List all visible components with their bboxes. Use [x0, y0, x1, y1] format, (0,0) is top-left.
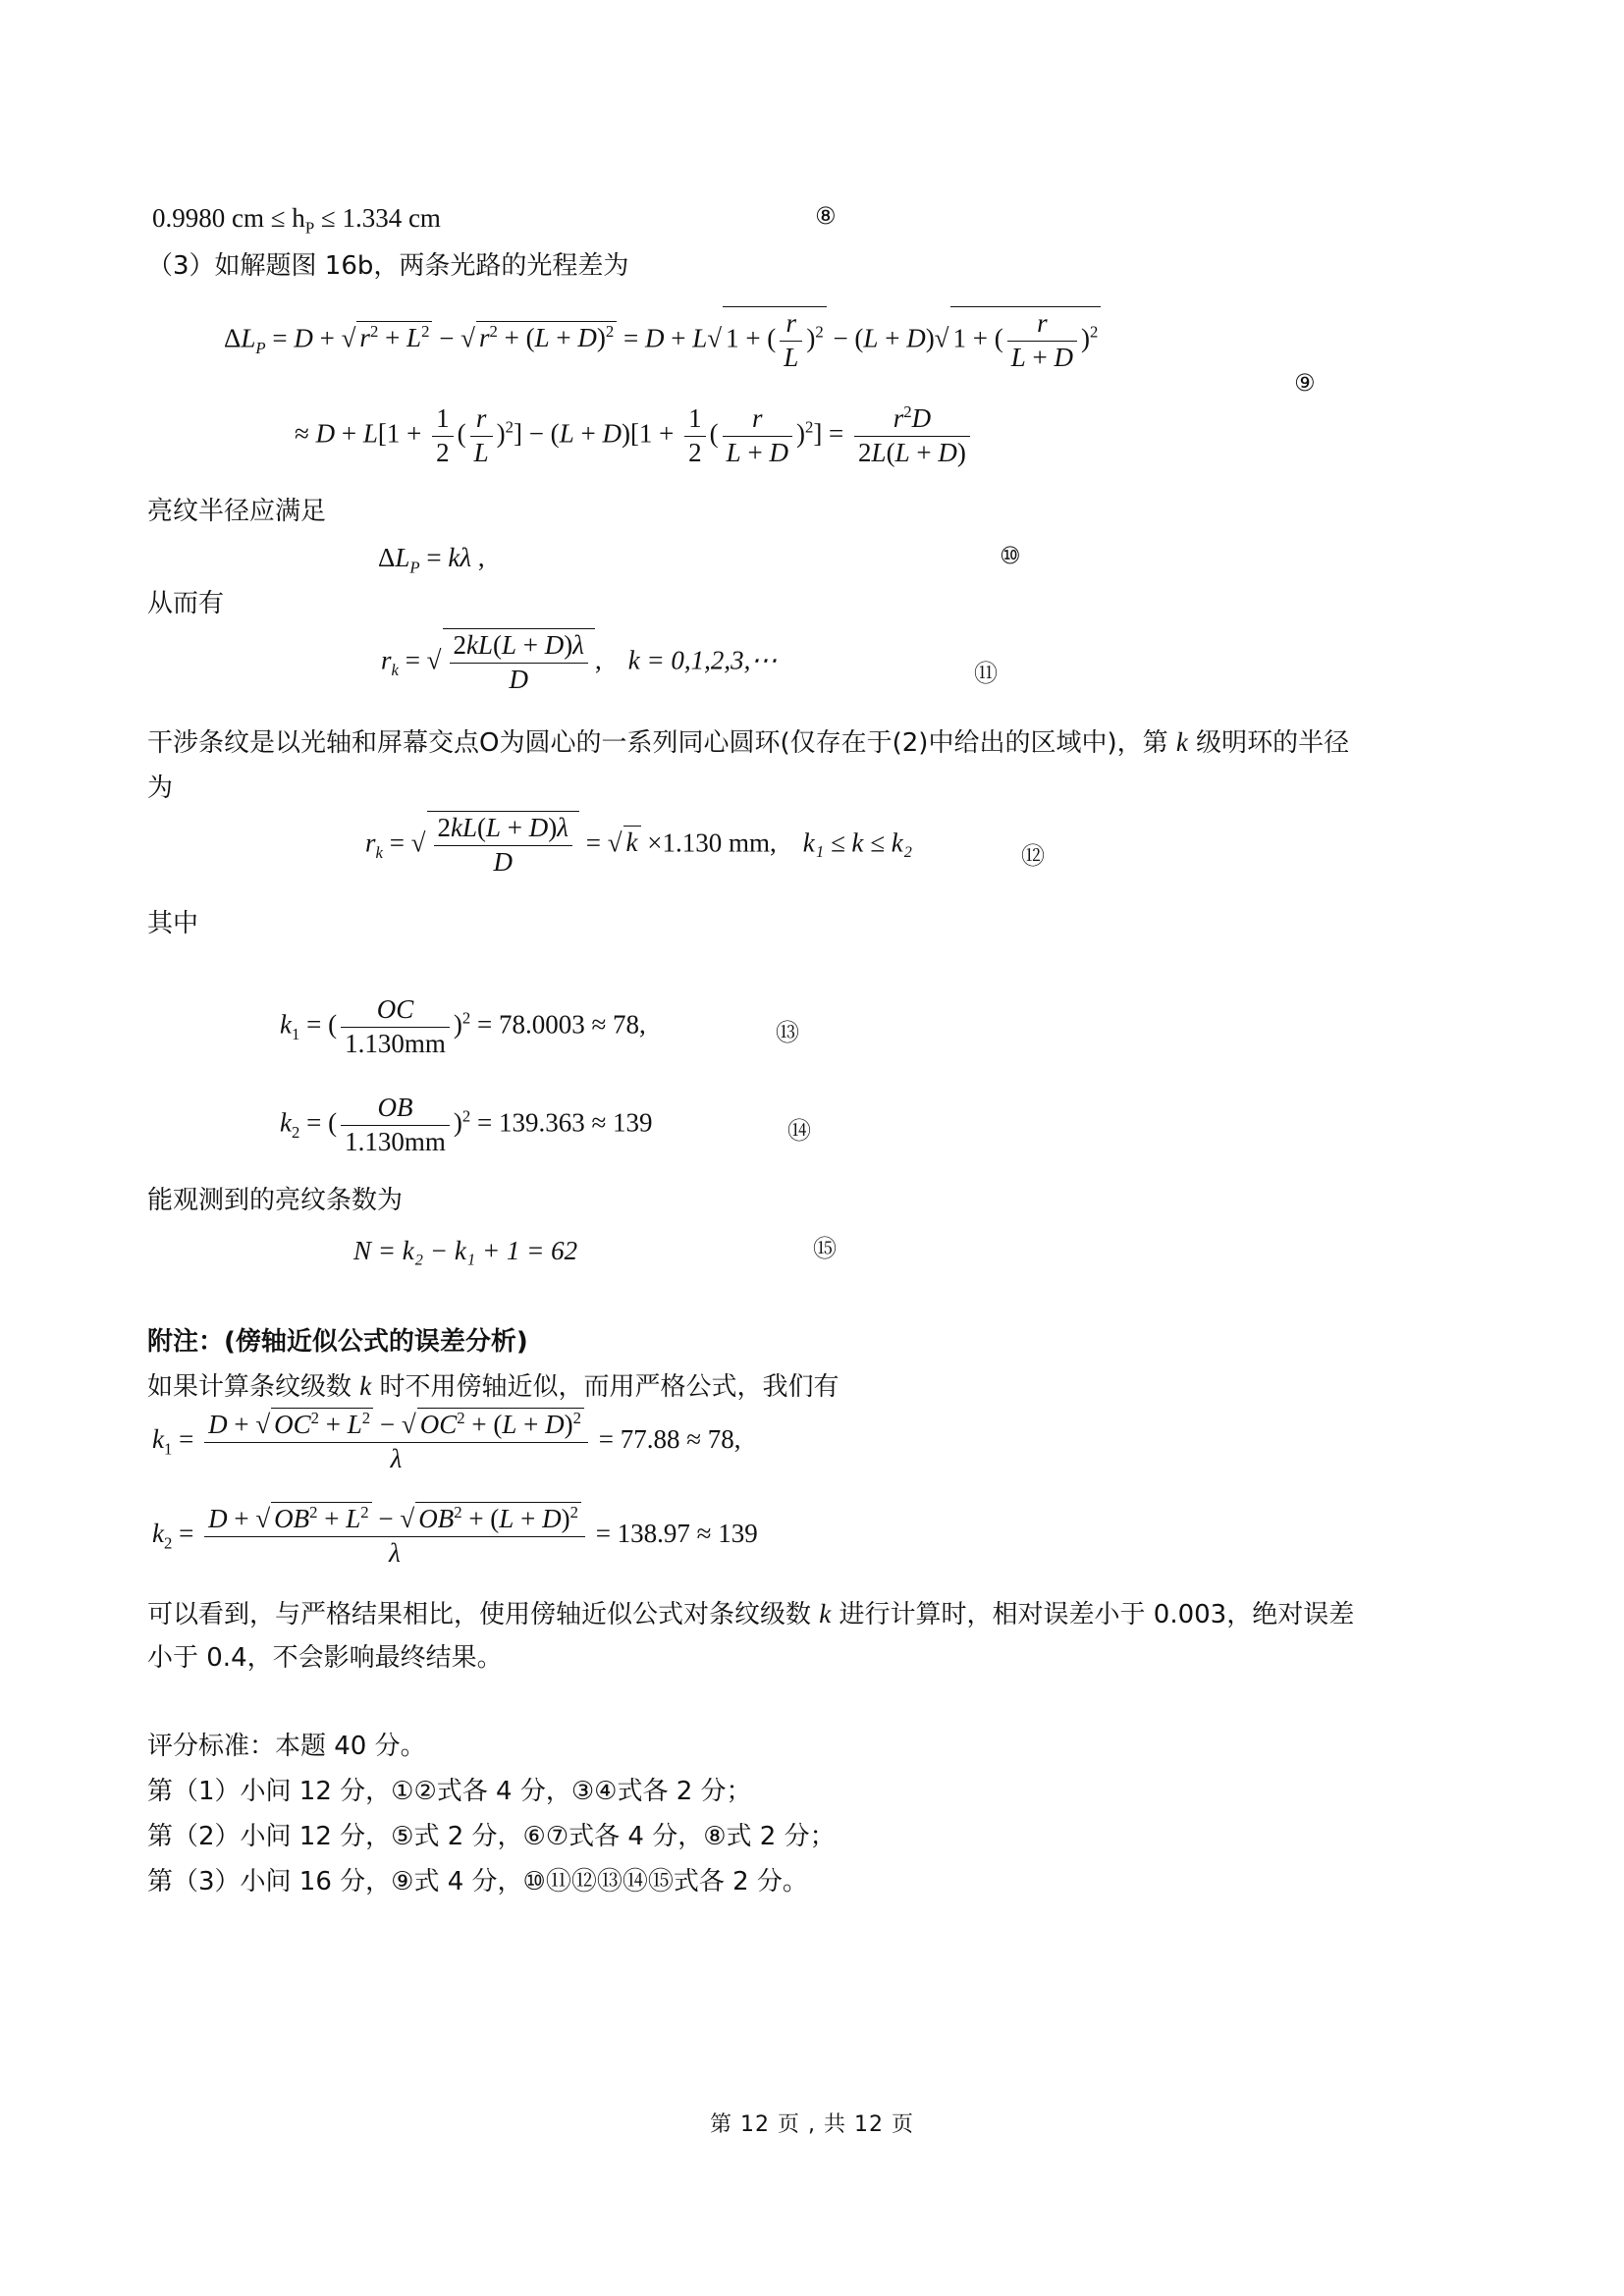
- fringe-count-formula: N = k₂ − k₁ + 1 = 62: [353, 1236, 578, 1265]
- bright-condition-formula: $\Delta L_P = k\lambda$ ,: [378, 543, 485, 577]
- note-heading: 附注：(傍轴近似公式的误差分析): [147, 1327, 528, 1357]
- note-conclusion-cont: 小于 0.4，不会影响最终结果。: [147, 1643, 503, 1673]
- among-text: 其中: [147, 909, 199, 938]
- k1-formula: $k_1$ = ( $\frac{OC}{1.130mm}$ )$^2$ = 78.0003 ≈ 78,: [280, 994, 646, 1058]
- note-intro: 如果计算条纹级数 k 时不用傍轴近似，而用严格公式，我们有: [147, 1371, 839, 1402]
- equation-tag-14: ⑭: [787, 1117, 811, 1145]
- equation-tag-9: ⑨: [1294, 369, 1316, 397]
- note-conclusion: 可以看到，与严格结果相比，使用傍轴近似公式对条纹级数 k 进行计算时，相对误差小于 0.003，绝对误差: [147, 1599, 1355, 1629]
- equation-tag-15: ⑮: [813, 1235, 837, 1262]
- grading-line-1: 第（1）小问 12 分，①②式各 4 分，③④式各 2 分；: [147, 1777, 752, 1806]
- grading-line-3: 第（3）小问 16 分，⑨式 4 分，⑩⑪⑫⑬⑭⑮式各 2 分。: [147, 1867, 808, 1896]
- bright-condition-text: 亮纹半径应满足: [147, 497, 327, 526]
- rk-value-formula: $r_k$ = √ $\frac{2kL(L + D)\lambda}{D}$ = √ k ×1.130 mm, k₁ ≤ k ≤ k₂: [365, 811, 912, 880]
- rk-formula: $r_k$ = √ $\frac{2kL(L + D)\lambda}{D}$ , k = 0,1,2,3,⋯: [381, 628, 777, 697]
- hp-range-formula: 0.9980 cm ≤ $h_P \le 1.334$ cm: [152, 203, 441, 238]
- grading-title: 评分标准：本题 40 分。: [147, 1732, 426, 1761]
- equation-tag-10: ⑩: [1000, 542, 1021, 569]
- grading-line-2: 第（2）小问 12 分，⑤式 2 分，⑥⑦式各 4 分，⑧式 2 分；: [147, 1822, 836, 1851]
- page-footer: 第 12 页 , 共 12 页: [710, 2112, 914, 2137]
- k2-formula: $k_2$ = ( $\frac{OB}{1.130mm}$ )$^2$ = 139.363 ≈ 139: [280, 1093, 653, 1156]
- k2-exact-formula: $k_2$ = $\frac{D + √ OB^2 + L^2 - √ OB^2 + (L + D)^2}{\lambda}$ = 138.97 ≈ 139: [152, 1503, 758, 1568]
- equation-tag-8: ⑧: [815, 202, 837, 230]
- equation-tag-12: ⑫: [1021, 842, 1045, 870]
- equation-tag-11: ⑪: [974, 660, 998, 687]
- optical-path-difference-formula-line2: ≈ D + L[1 + $\frac{1}{2}$ ( $\frac{r}{L}$ )$^2$] − (L + D)[1 + $\frac{1}{2}$ ( $\frac{r}{L + D}$ )$^2$] = $\frac{r^2D}{2L(L + D)}$: [295, 402, 974, 470]
- fringe-description-cont: 为: [147, 774, 174, 803]
- fringe-description: 干涉条纹是以光轴和屏幕交点O为圆心的一系列同心圆环(仅存在于(2)中给出的区域中)，第 k 级明环的半径: [147, 727, 1350, 758]
- k1-exact-formula: $k_1$ = $\frac{D + √ OC^2 + L^2 - √ OC^2 + (L + D)^2}{\lambda}$ = 77.88 ≈ 78,: [152, 1409, 741, 1473]
- hence-text: 从而有: [147, 589, 225, 618]
- equation-tag-13: ⑬: [776, 1019, 799, 1046]
- part3-intro: （3）如解题图 16b，两条光路的光程差为: [147, 251, 629, 281]
- count-text: 能观测到的亮纹条数为: [147, 1186, 404, 1215]
- optical-path-difference-formula-line1: $\Delta L_P = D$ + √ $r^2 + L^2$ − √ $r^2 + (L + D)^2 = D + L√$ 1 + ( $\frac{r}{L}$ )$^2$ − (L + D)√ 1 + ( $\frac{r}{L + D}$ )$^2$: [224, 306, 1101, 375]
